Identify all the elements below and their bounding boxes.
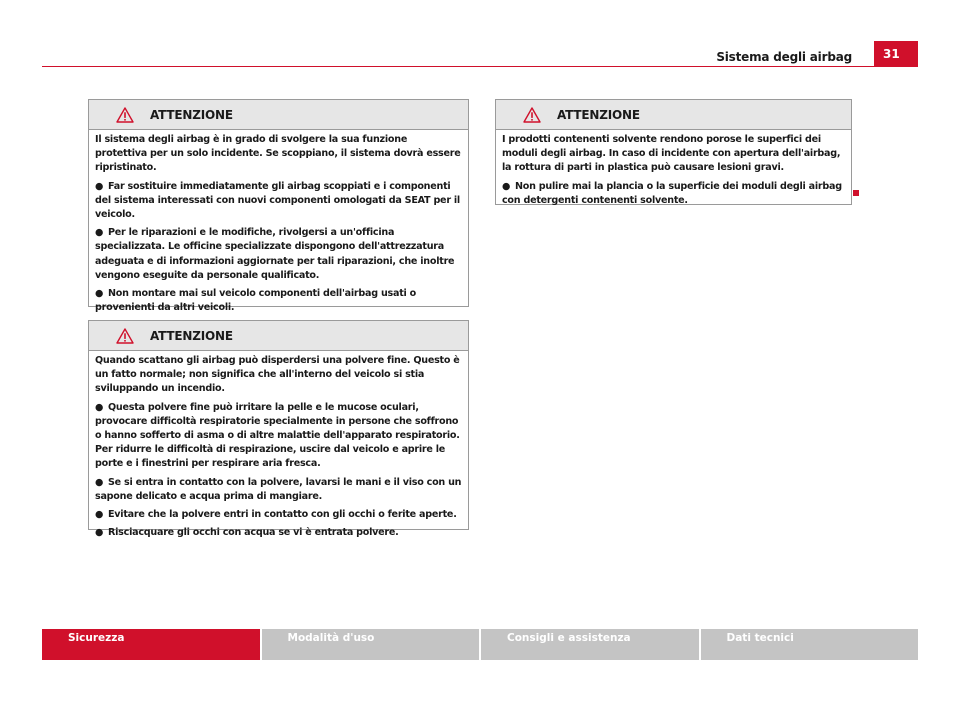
warning-paragraph: Quando scattano gli airbag può disperdersi una polvere fine. Questo è un fatto normale; non significa che all'interno del veicolo si stia sviluppando un incendio.: [95, 355, 460, 395]
warning-header: [496, 100, 851, 130]
end-of-section-marker: [853, 190, 859, 196]
warning-header: [89, 321, 468, 351]
warning-header: [89, 100, 468, 130]
bullet-icon: ●: [95, 180, 104, 192]
header-rule: [42, 66, 918, 67]
warning-bullet: ● Evitare che la polvere entri in contatto con gli occhi o ferite aperte.: [95, 508, 462, 522]
warning-bullet: ● Non pulire mai la plancia o la superficie dei moduli degli airbag con detergenti contenenti solvente.: [502, 180, 842, 206]
footer-tab-sicurezza[interactable]: Sicurezza: [42, 629, 260, 660]
bullet-icon: ●: [95, 227, 104, 239]
warning-bullet: ● Far sostituire immediatamente gli airbag scoppiati e i componenti del sistema interessati con nuovi componenti omologati da SEAT per il veicolo.: [95, 180, 460, 221]
warning-box-solvent: [495, 99, 852, 205]
warning-bullet: ● Non montare mai sul veicolo componenti dell'airbag usati o provenienti da altri veicoli.: [95, 288, 417, 314]
bullet-icon: ●: [95, 476, 104, 488]
warning-box-airbag-dust: [88, 320, 469, 539]
warning-bullet: ● Per le riparazioni e le modifiche, rivolgersi a un'officina specializzata. Le officine specializzate dispongono dell'attrezzatura adeguata e di informazioni aggiornate per tali riparazioni, che inoltre vengono eseguite da personale qualificato.: [95, 227, 455, 281]
bullet-icon: ●: [95, 288, 104, 300]
warning-paragraph: Il sistema degli airbag è in grado di svolgere la sua funzione protettiva per un solo incidente. Se scoppiano, il sistema dovrà essere ripristinato.: [95, 134, 461, 174]
page-number: 31: [874, 41, 918, 67]
bullet-icon: ●: [95, 509, 104, 521]
warning-body: [496, 130, 851, 208]
bullet-icon: ●: [95, 401, 104, 413]
warning-body: [89, 351, 468, 540]
footer-tab-dati-tecnici[interactable]: Dati tecnici: [701, 629, 919, 660]
warning-box-airbag-system: [88, 99, 469, 314]
warning-bullet: ● Risciacquare gli occhi con acqua se vi è entrata polvere.: [95, 526, 462, 540]
warning-triangle-icon: [116, 107, 134, 123]
warning-triangle-icon: [116, 328, 134, 344]
warning-body: [89, 130, 468, 334]
bullet-icon: ●: [502, 180, 511, 192]
warning-paragraph: I prodotti contenenti solvente rendono porose le superfici dei moduli degli airbag. In caso di incidente con apertura dell'airbag, la rottura di parti in plastica può causare lesioni gravi.: [502, 134, 841, 174]
warning-title: ATTENZIONE: [557, 107, 640, 122]
section-title: Sistema degli airbag: [716, 50, 852, 64]
warning-bullet: ● Questa polvere fine può irritare la pelle e le mucose oculari, provocare difficoltà respiratorie specialmente in persone che soffrono o hanno sofferto di asma o di altre malattie dell'apparato respiratorio. Per ridurre le difficoltà di respirazione, uscire dal veicolo e aprire le porte e i finestrini per respirare aria fresca.: [95, 401, 460, 470]
warning-triangle-icon: [523, 107, 541, 123]
warning-bullet: ● Se si entra in contatto con la polvere, lavarsi le mani e il viso con un sapone delicato e acqua prima di mangiare.: [95, 476, 462, 502]
bullet-icon: ●: [95, 527, 104, 539]
warning-title: ATTENZIONE: [150, 107, 233, 122]
warning-title: ATTENZIONE: [150, 328, 233, 343]
footer-tab-modalita-duso[interactable]: Modalità d'uso: [262, 629, 480, 660]
footer-section-nav: [42, 629, 918, 660]
footer-tab-consigli-assistenza[interactable]: Consigli e assistenza: [481, 629, 699, 660]
